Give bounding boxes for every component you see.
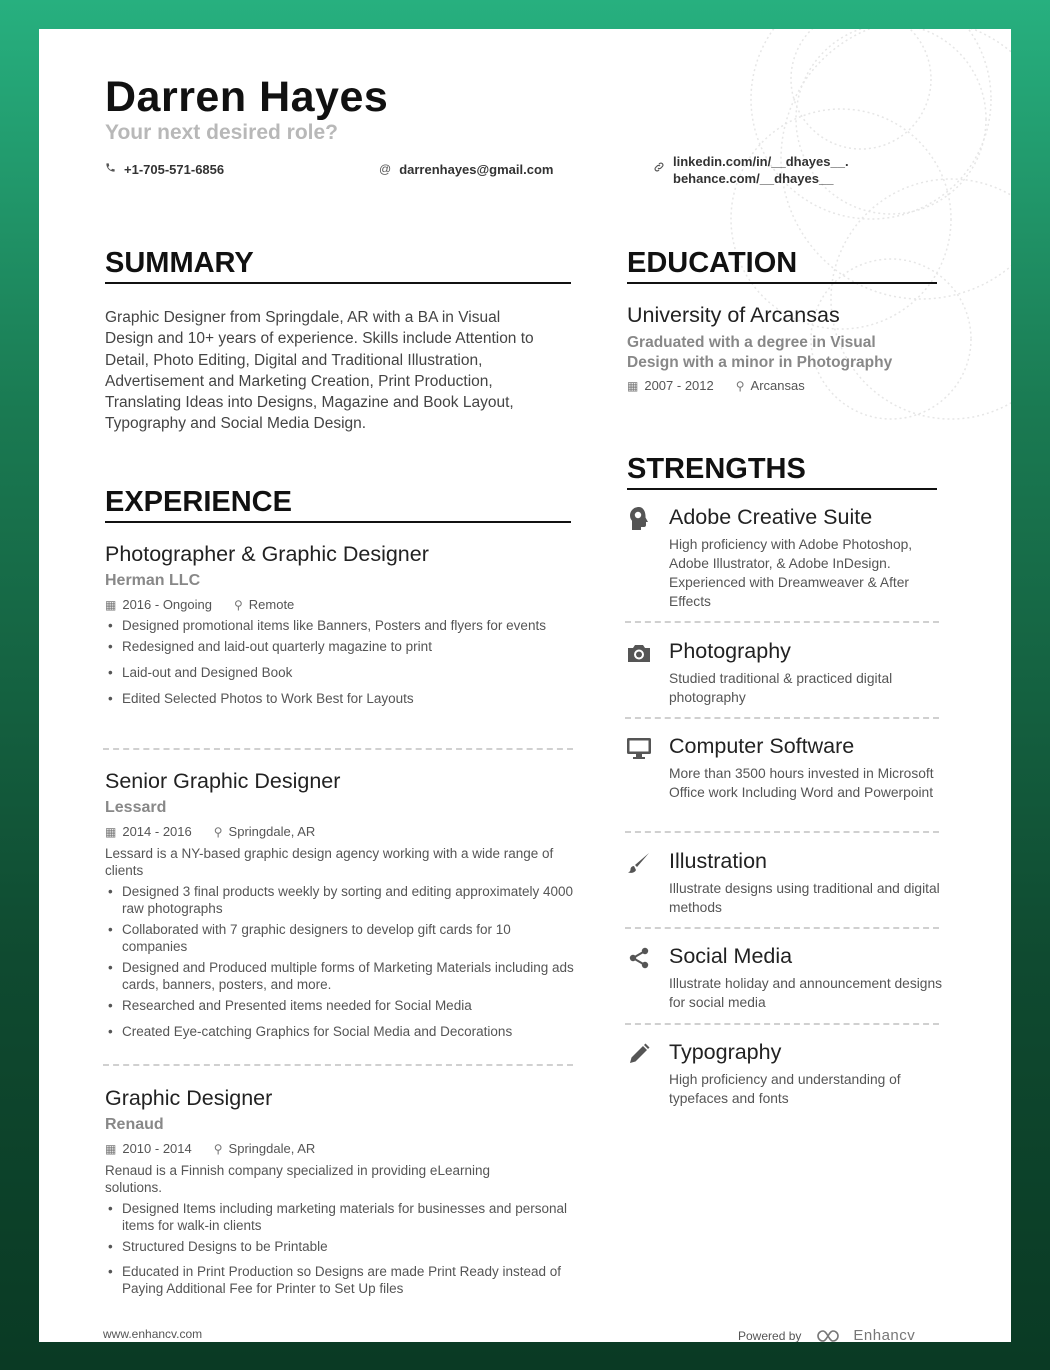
strength-name: Photography: [669, 639, 791, 663]
monitor-icon: [625, 734, 653, 762]
bullet-item: • Educated in Print Production so Designs are made Print Ready instead of Paying Additional Fee for Printer to Set Up files: [105, 1263, 579, 1297]
divider: [103, 748, 573, 750]
location-pin-icon: ⚲: [735, 378, 745, 393]
bullet-item: • Collaborated with 7 graphic designers to develop gift cards for 10 companies: [105, 921, 575, 955]
strength-name: Typography: [669, 1040, 782, 1064]
resume-page: [39, 29, 1011, 1342]
calendar-icon: ▦: [105, 597, 117, 612]
strength-item: [627, 734, 943, 802]
strength-name: Adobe Creative Suite: [669, 505, 873, 529]
location-pin-icon: ⚲: [233, 597, 243, 612]
links-contact[interactable]: [653, 153, 849, 187]
job-title: Senior Graphic Designer: [105, 769, 341, 793]
job-company: Renaud: [105, 1116, 164, 1133]
education-dates: 2007 - 2012: [644, 378, 714, 393]
calendar-icon: ▦: [105, 1141, 117, 1156]
bullet-item: • Structured Designs to be Printable: [105, 1238, 579, 1255]
candidate-name: Darren Hayes: [105, 73, 389, 121]
strength-description: High proficiency with Adobe Photoshop, Adobe Illustrator, & Adobe InDesign. Experienced with Dreamweaver & After Effects: [669, 537, 913, 609]
summary-heading: SUMMARY: [105, 247, 571, 284]
job-description: Renaud is a Finnish company specialized in providing eLearning solutions.: [105, 1163, 490, 1195]
divider: [103, 1064, 573, 1066]
job-company: Herman LLC: [105, 572, 201, 589]
bullet-item: • Laid-out and Designed Book: [105, 664, 575, 681]
calendar-icon: ▦: [105, 824, 117, 839]
location-pin-icon: ⚲: [213, 824, 223, 839]
bullet-item: • Redesigned and laid-out quarterly magazine to print: [105, 638, 575, 655]
divider: [625, 717, 939, 719]
education-entry: [627, 303, 947, 393]
education-heading: EDUCATION: [627, 247, 937, 284]
share-icon: [625, 944, 653, 972]
job-dates: 2016 - Ongoing: [122, 597, 212, 612]
job-meta: [105, 1141, 579, 1156]
job-location: Springdale, AR: [228, 1141, 316, 1156]
email-address: darrenhayes@gmail.com: [399, 162, 554, 177]
education-meta: [627, 378, 947, 393]
divider: [625, 621, 939, 623]
strength-item: [627, 505, 943, 611]
phone-icon: [105, 162, 116, 176]
school-name: University of Arcansas: [627, 303, 840, 327]
summary-line: Translating Ideas into Designs, Magazine and Book Layout,: [105, 394, 514, 412]
powered-by[interactable]: [738, 1327, 915, 1342]
job-meta: [105, 824, 575, 839]
footer-website[interactable]: www.enhancv.com: [103, 1327, 203, 1341]
desired-role: Your next desired role?: [105, 121, 338, 144]
job-entry: [105, 769, 575, 1040]
enhancv-brand: Enhancv: [853, 1327, 916, 1342]
job-dates: 2014 - 2016: [122, 824, 192, 839]
strength-item: [627, 639, 943, 707]
link-icon: [653, 161, 665, 176]
divider: [625, 831, 939, 833]
job-bullets: [105, 883, 575, 1040]
location-pin-icon: ⚲: [213, 1141, 223, 1156]
experience-heading: EXPERIENCE: [105, 486, 571, 523]
job-description: Lessard is a NY-based graphic design agency working with a wide range of clients: [105, 846, 554, 878]
job-bullets: [105, 1200, 579, 1297]
behance-url[interactable]: behance.com/__dhayes__: [673, 171, 834, 186]
bullet-item: • Designed promotional items like Banners, Posters and flyers for events: [105, 617, 575, 634]
summary-line: Detail, Photo Editing, Digital and Traditional Illustration,: [105, 351, 483, 369]
job-title: Photographer & Graphic Designer: [105, 542, 429, 566]
education-location: Arcansas: [750, 378, 805, 393]
phone-number: +1-705-571-6856: [124, 162, 225, 177]
strength-name: Social Media: [669, 944, 793, 968]
bullet-item: • Designed and Produced multiple forms of Marketing Materials including ads cards, banners, posters, and more.: [105, 959, 575, 993]
job-location: Springdale, AR: [228, 824, 316, 839]
calendar-icon: ▦: [627, 378, 639, 393]
summary-text: [105, 307, 585, 435]
job-meta: [105, 597, 575, 612]
strength-description: More than 3500 hours invested in Microsoft Office work Including Word and Powerpoint: [669, 766, 934, 800]
pencil-icon: [625, 1040, 653, 1068]
powered-by-label: Powered by: [738, 1328, 802, 1342]
degree-line: Design with a minor in Photography: [627, 354, 893, 371]
bullet-item: • Edited Selected Photos to Work Best for Layouts: [105, 690, 575, 707]
strength-description: Studied traditional & practiced digital photography: [669, 671, 893, 705]
phone-contact[interactable]: [105, 162, 224, 177]
job-location: Remote: [248, 597, 295, 612]
job-entry: [105, 1086, 579, 1297]
summary-line: Design and 10+ years of experience. Skills include Attention to: [105, 330, 534, 348]
job-dates: 2010 - 2014: [122, 1141, 192, 1156]
bullet-item: • Designed Items including marketing materials for businesses and personal items for walk-in clients: [105, 1200, 579, 1234]
strength-description: High proficiency and understanding of typefaces and fonts: [669, 1072, 901, 1106]
strengths-heading: STRENGTHS: [627, 453, 937, 490]
divider: [625, 927, 939, 929]
strength-item: [627, 1040, 943, 1108]
divider: [625, 1023, 939, 1025]
brush-icon: [625, 849, 653, 877]
strength-description: Illustrate holiday and announcement designs for social media: [669, 976, 943, 1010]
job-title: Graphic Designer: [105, 1086, 273, 1110]
bullet-item: • Designed 3 final products weekly by sorting and editing approximately 4000 raw photographs: [105, 883, 575, 917]
job-entry: [105, 542, 575, 707]
bullet-item: • Created Eye-catching Graphics for Social Media and Decorations: [105, 1023, 575, 1040]
strength-name: Computer Software: [669, 734, 855, 758]
strength-description: Illustrate designs using traditional and digital methods: [669, 881, 940, 915]
strength-item: [627, 944, 943, 1012]
strength-item: [627, 849, 943, 917]
summary-line: Graphic Designer from Springdale, AR with a BA in Visual: [105, 309, 501, 326]
summary-line: Advertisement and Marketing Creation, Print Production,: [105, 372, 493, 390]
at-icon: @: [379, 162, 392, 176]
email-contact[interactable]: [379, 162, 553, 177]
enhancv-logo-icon: [815, 1329, 849, 1343]
brain-head-icon: [625, 505, 653, 533]
bullet-item: • Researched and Presented items needed for Social Media: [105, 997, 575, 1014]
job-company: Lessard: [105, 799, 167, 816]
summary-line: Typography and Social Media Design.: [105, 415, 367, 433]
job-bullets: [105, 617, 575, 707]
strength-name: Illustration: [669, 849, 767, 873]
camera-icon: [625, 639, 653, 667]
degree-line: Graduated with a degree in Visual: [627, 334, 876, 351]
linkedin-url[interactable]: linkedin.com/in/__dhayes__.: [673, 154, 849, 169]
